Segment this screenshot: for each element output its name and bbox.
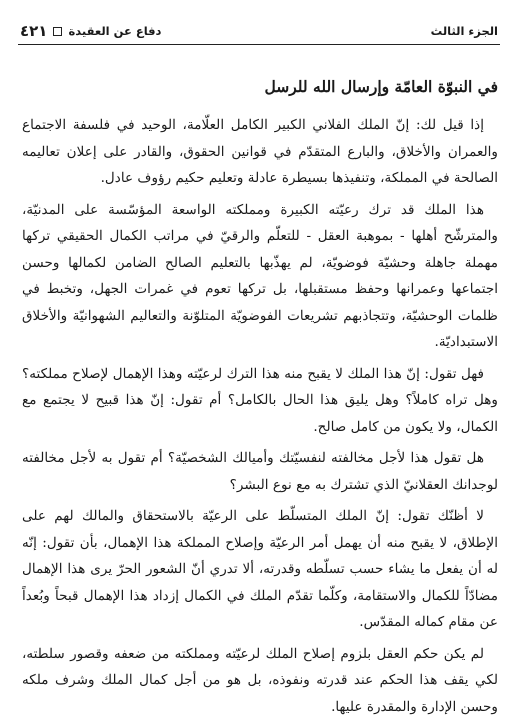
header-section: الجزء الثالث: [430, 24, 498, 38]
running-header: [20, 22, 498, 40]
paragraph-5: لا أظنّك تقول: إنّ الملك المتسلّط على الرعيّة بالاستحقاق والمالك لهم على الإطلاق، لا يقبح منه أن يهمل أمر الرعيّة وإصلاح المملكة هذا الإهمال، بأن تقول: إنّه له أن يفعل ما يشاء حسب تسلّطه وقدرته، ألا تدري أنّ الشعور الحرّ يرى هذا الإهمال مضادّاً للكمال والاستقامة، وكلّما تقدّم الملك في الكمال إزداد هذا الإهمال قبحاً وبُعداً عن مقام كماله المقدّس.: [22, 508, 498, 630]
page-number: ٤٢١: [20, 22, 48, 40]
section-title: في النبوّة العامّة وإرسال الله للرسل: [264, 77, 498, 96]
header-rule: [18, 44, 500, 45]
paragraph-2: هذا الملك قد ترك رعيّته الكبيرة ومملكته الواسعة المؤسّسة على المدنيّة، والمترشّح أهلها - بموهبة العقل - للتعلّم والرقيّ في مراتب الكمال الحقيقي تركها مهملة جاهلة وحشيّة فوضويّة، لم يهذّبها بالتعليم الصالح الضامن لكمالها وحسن اجتماعها وعمرانها وحفظ مستقبلها، بل تركها تعوم في غمرات الجهل، وتخبط في ظلمات الوحشيّة، وتتجاذبهم تشريعات الفوضويّة المتلوّنة والتعاليم الشهوانيّة والأخلاق الاستبداديّة.: [22, 201, 498, 350]
paragraph-3: فهل تقول: إنّ هذا الملك لا يقبح منه هذا الترك لرعيّته وهذا الإهمال لإصلاح مملكته؟ وهل تراه كاملاً؟ وهل يليق هذا الحال بالكامل؟ أم تقول: إنّ هذا قبيح لا يجتمع مع الكمال، ولا يكون من كامل صالح.: [22, 365, 498, 435]
paragraph-4: هل تقول هذا لأجل مخالفته لنفسيّتك وأميالك الشخصيّة؟ أم تقول به لأجل مخالفته لوجدانك العقلانيّ الذي تشترك به مع نوع البشر؟: [22, 450, 498, 493]
paragraph-6: لم يكن حكم العقل بلزوم إصلاح الملك لرعيّته ومملكته من ضعفه وقصور سلطته، لكي يقف هذا الحكم عند قدرته ونفوذه، بل هو من أجل كمال الملك وشرف ملكه وحسن الإدارة والمقدرة عليها.: [22, 645, 498, 715]
header-book-title: دفاع عن العقيدة: [68, 24, 162, 38]
paragraph-1: إذا قيل لك: إنّ الملك الفلاني الكبير الكامل العلّامة، الوحيد في فلسفة الاجتماع والعمران والأخلاق، والبارع المتقدّم في قوانين الحقوق، والقادر على إعلان تعاليمه الصالحة في المملكة، وتنفيذها بسيطرة عادلة وتعليم حكيم رؤوف عادل.: [22, 117, 498, 186]
page-body: [22, 74, 498, 725]
header-left: [20, 22, 161, 40]
square-separator-icon: [53, 27, 62, 36]
